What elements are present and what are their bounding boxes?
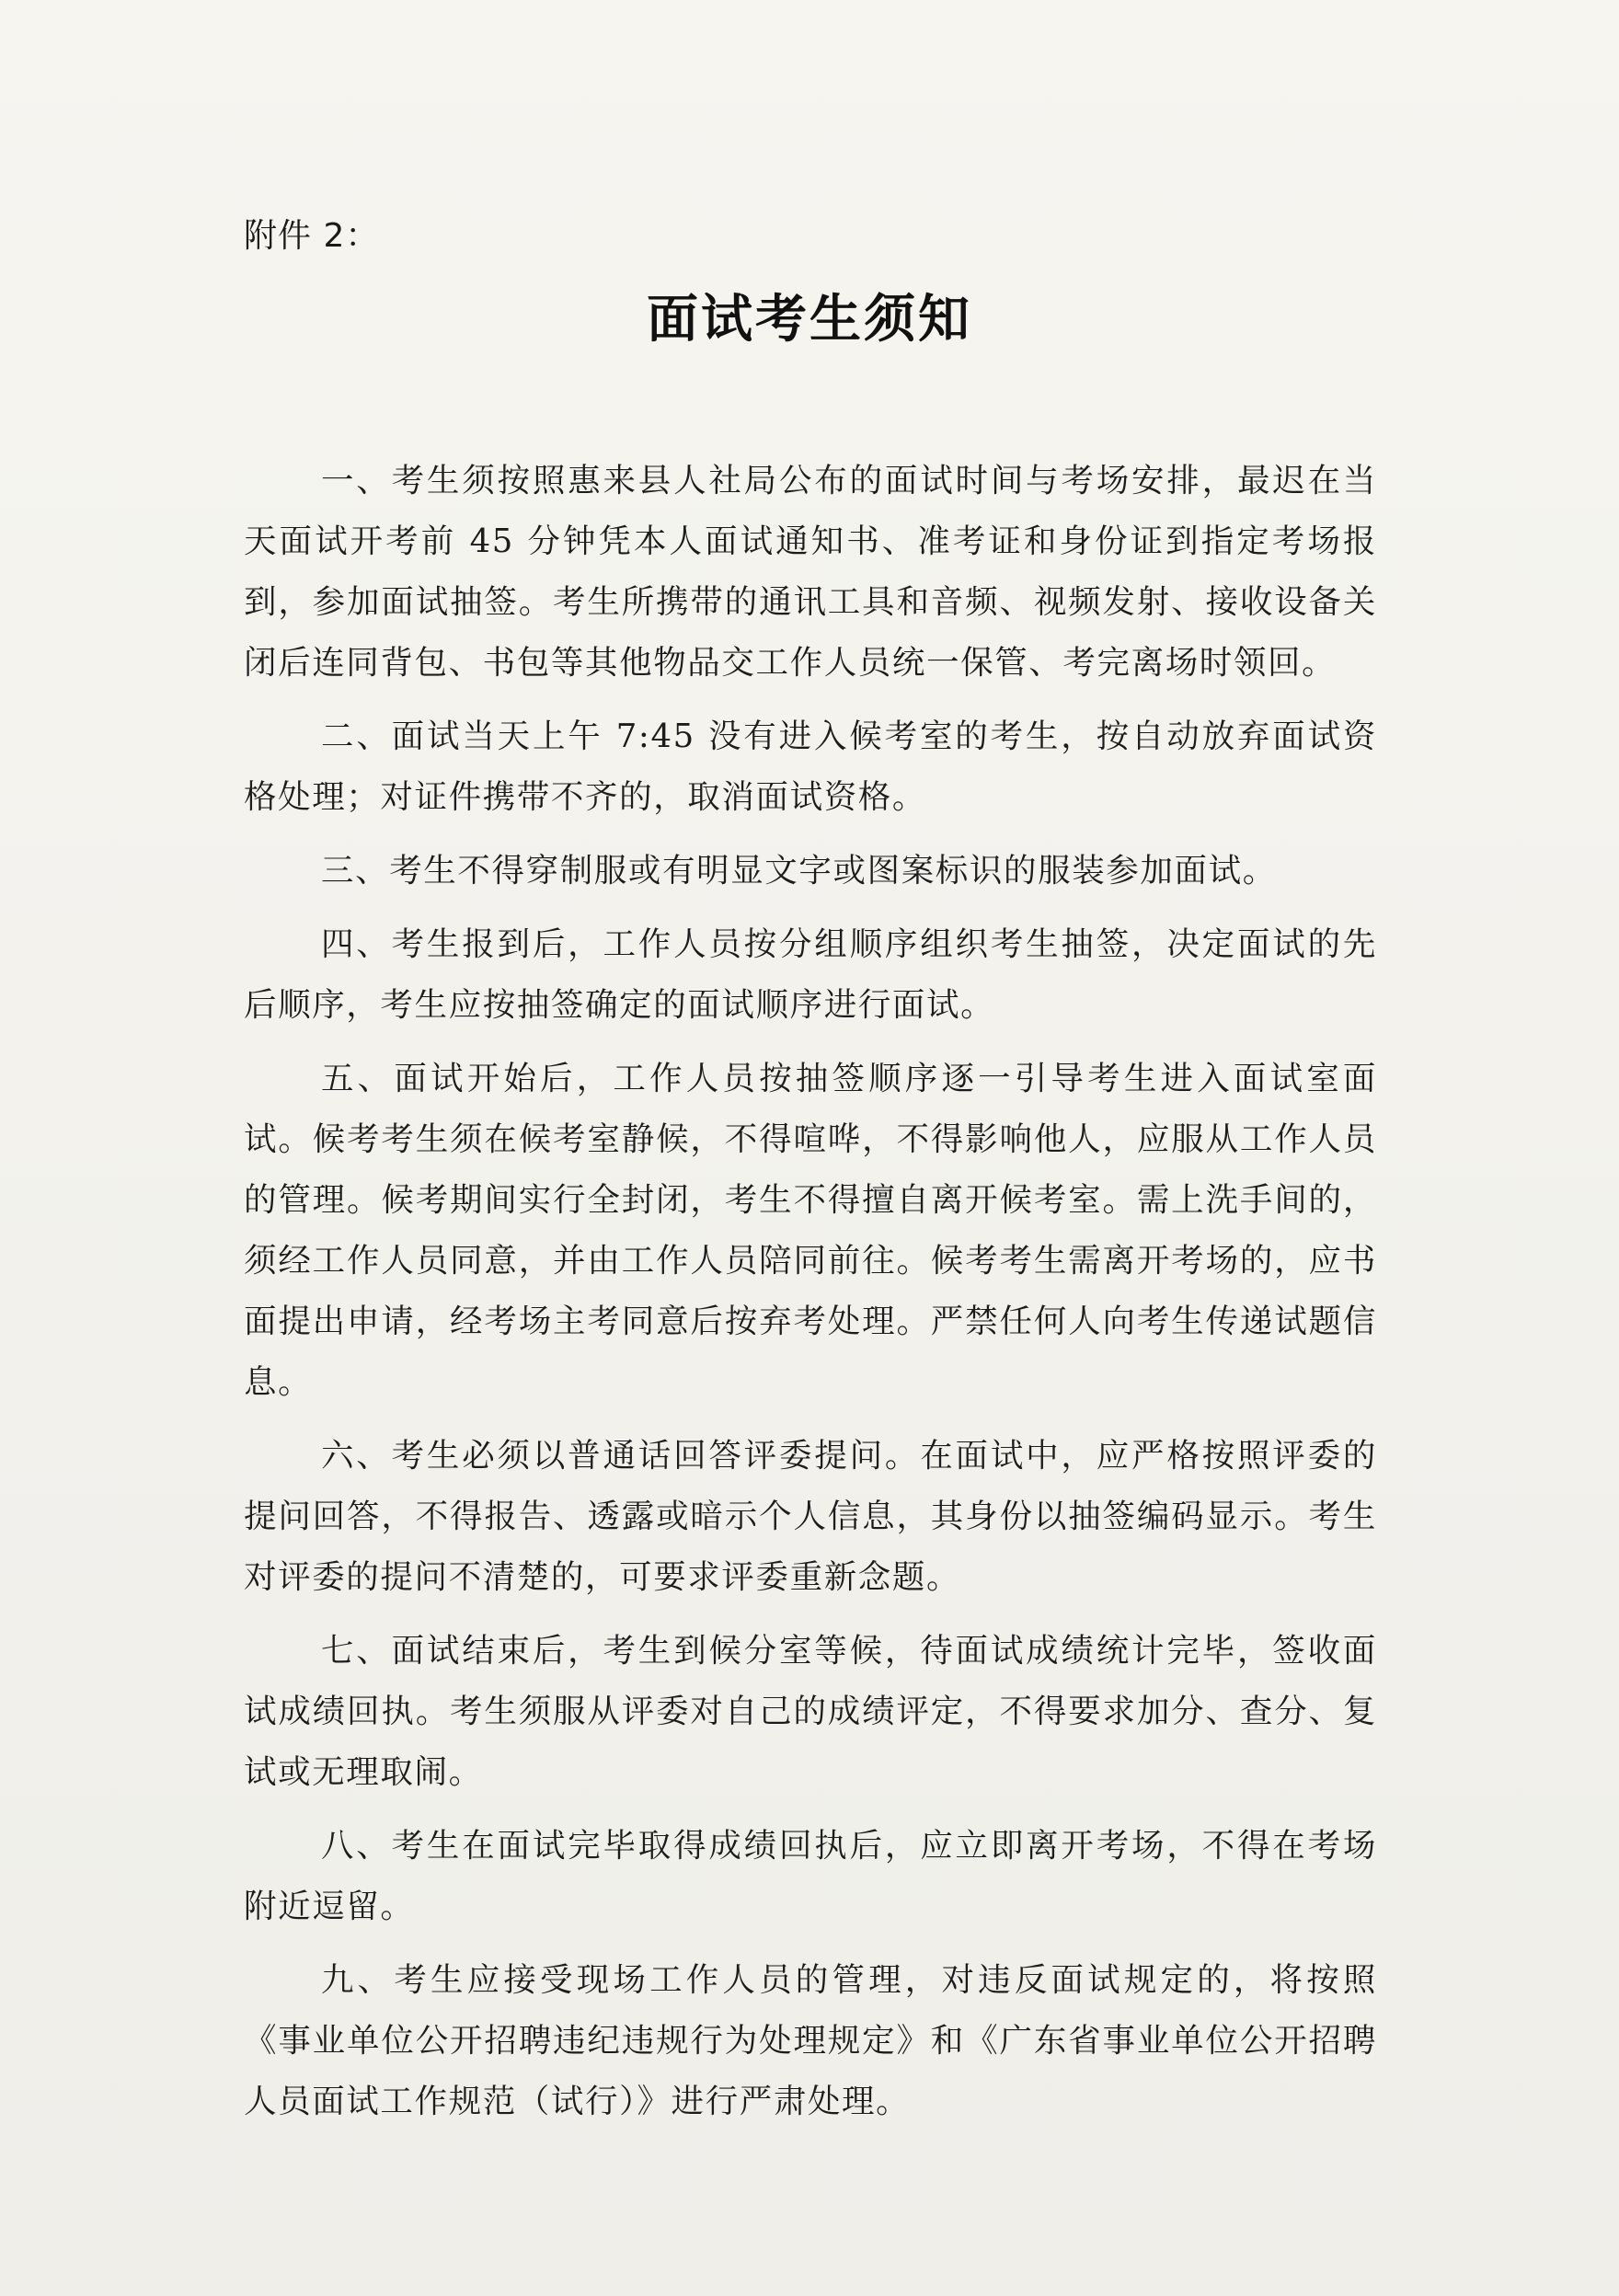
paragraph-6: 六、考生必须以普通话回答评委提问。在面试中，应严格按照评委的提问回答，不得报告、透露或暗示个人信息，其身份以抽签编码显示。考生对评委的提问不清楚的，可要求评委重新念题。 (244, 1437, 1377, 1596)
paragraph-4: 四、考生报到后，工作人员按分组顺序组织考生抽签，决定面试的先后顺序，考生应按抽签确定的面试顺序进行面试。 (244, 925, 1377, 1024)
document-title: 面试考生须知 (647, 290, 972, 350)
paragraph-5: 五、面试开始后，工作人员按抽签顺序逐一引导考生进入面试室面试。候考考生须在候考室静候，不得喧哗，不得影响他人，应服从工作人员的管理。候考期间实行全封闭，考生不得擅自离开候考室。需上洗手间的，须经工作人员同意，并由工作人员陪同前往。候考考生需离开考场的，应书面提出申请，经考场主考同意后按弃考处理。严禁任何人向考生传递试题信息。 (244, 1060, 1377, 1401)
paragraph-9: 九、考生应接受现场工作人员的管理，对违反面试规定的，将按照《事业单位公开招聘违纪违规行为处理规定》和《广东省事业单位公开招聘人员面试工作规范（试行）》进行严肃处理。 (244, 1961, 1377, 2120)
paragraph-2: 二、面试当天上午 7:45 没有进入候考室的考生，按自动放弃面试资格处理；对证件携带不齐的，取消面试资格。 (244, 718, 1377, 816)
paragraph-1: 一、考生须按照惠来县人社局公布的面试时间与考场安排，最迟在当天面试开考前 45 分钟凭本人面试通知书、准考证和身份证到指定考场报到，参加面试抽签。考生所携带的通讯工具和音频、视频发射、接收设备关闭后连同背包、书包等其他物品交工作人员统一保管、考完离场时领回。 (244, 462, 1377, 682)
paragraph-8: 八、考生在面试完毕取得成绩回执后，应立即离开考场，不得在考场附近逗留。 (244, 1827, 1377, 1925)
paragraph-7: 七、面试结束后，考生到候分室等候，待面试成绩统计完毕，签收面试成绩回执。考生须服从评委对自己的成绩评定，不得要求加分、查分、复试或无理取闹。 (244, 1632, 1377, 1791)
document-body (244, 451, 1377, 2145)
paragraph-3: 三、考生不得穿制服或有明显文字或图案标识的服装参加面试。 (321, 852, 1277, 890)
attachment-label: 附件 2： (244, 217, 380, 255)
